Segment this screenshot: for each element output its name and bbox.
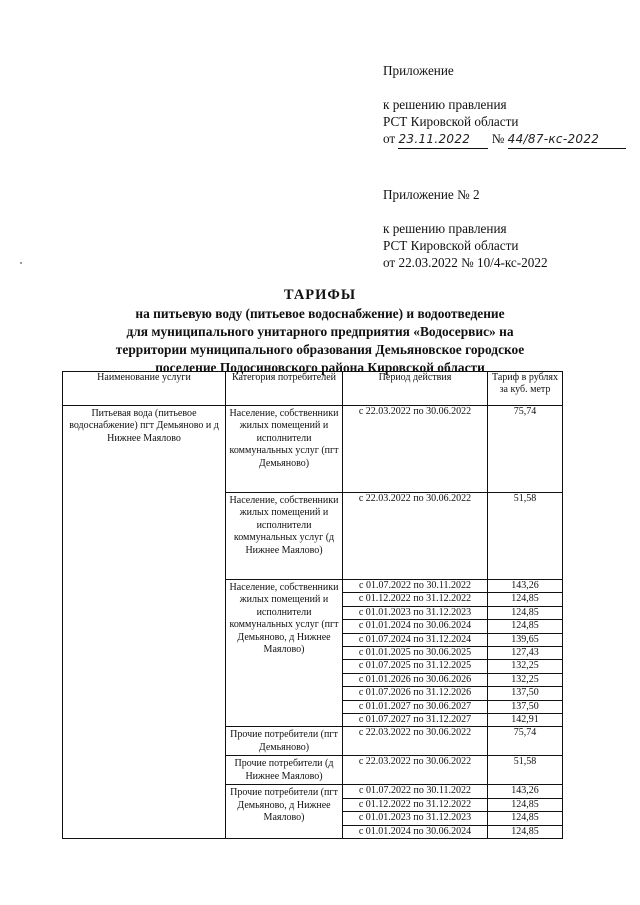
tariff-cell: 132,25 bbox=[488, 660, 563, 673]
date-prefix: от bbox=[383, 131, 396, 146]
tariff-cell: 124,85 bbox=[488, 798, 563, 811]
period-cell: с 01.01.2026 по 30.06.2026 bbox=[343, 673, 488, 686]
service-cell: Питьевая вода (питьевое водоснабжение) пгт Демьяново и д Нижнее Маялово bbox=[63, 406, 226, 839]
tariff-cell: 124,85 bbox=[488, 593, 563, 606]
header-tariff: Тариф в рублях за куб. метр bbox=[488, 372, 563, 406]
table-header-row bbox=[63, 372, 563, 406]
category-cell: Население, собственники жилых помещений и исполнители коммунальных услуг (пгт Демьяново) bbox=[226, 406, 343, 493]
appendix-2-header bbox=[383, 186, 548, 271]
period-cell: с 22.03.2022 по 30.06.2022 bbox=[343, 406, 488, 493]
tariff-cell: 124,85 bbox=[488, 812, 563, 825]
period-cell: с 22.03.2022 по 30.06.2022 bbox=[343, 493, 488, 580]
header-service: Наименование услуги bbox=[63, 372, 226, 406]
decision-label: к решению правления bbox=[383, 97, 507, 112]
authority-label-2: РСТ Кировской области bbox=[383, 238, 519, 253]
period-cell: с 22.03.2022 по 30.06.2022 bbox=[343, 727, 488, 756]
period-cell: с 22.03.2022 по 30.06.2022 bbox=[343, 756, 488, 785]
handwritten-date: 23.11.2022 bbox=[398, 131, 488, 149]
title-line-2: для муниципального унитарного предприятия «Водосервис» на bbox=[126, 324, 514, 339]
tariff-cell: 143,26 bbox=[488, 785, 563, 798]
tariff-cell: 124,85 bbox=[488, 606, 563, 619]
appendix-header bbox=[383, 62, 626, 149]
table-row bbox=[63, 406, 563, 493]
tariff-cell: 51,58 bbox=[488, 493, 563, 580]
authority-label: РСТ Кировской области bbox=[383, 114, 519, 129]
header-category: Категория потребителей bbox=[226, 372, 343, 406]
period-cell: с 01.12.2022 по 31.12.2022 bbox=[343, 593, 488, 606]
period-cell: с 01.01.2025 по 30.06.2025 bbox=[343, 647, 488, 660]
tariff-cell: 137,50 bbox=[488, 700, 563, 713]
title-line-4: поселение Подосиновского района Кировской области bbox=[155, 360, 485, 375]
period-cell: с 01.01.2023 по 31.12.2023 bbox=[343, 606, 488, 619]
tariff-cell: 139,65 bbox=[488, 633, 563, 646]
document-title bbox=[60, 286, 580, 377]
decision-ref-2: от 22.03.2022 № 10/4-кс-2022 bbox=[383, 255, 548, 270]
tariff-cell: 143,26 bbox=[488, 580, 563, 593]
appendix-2-label: Приложение № 2 bbox=[383, 187, 480, 202]
period-cell: с 01.01.2024 по 30.06.2024 bbox=[343, 825, 488, 838]
category-cell: Прочие потребители (пгт Демьяново) bbox=[226, 727, 343, 756]
decision-label-2: к решению правления bbox=[383, 221, 507, 236]
period-cell: с 01.07.2024 по 31.12.2024 bbox=[343, 633, 488, 646]
tariff-cell: 51,58 bbox=[488, 756, 563, 785]
category-cell: Население, собственники жилых помещений и исполнители коммунальных услуг (пгт Демьяново, д Нижнее Маялово) bbox=[226, 580, 343, 727]
period-cell: с 01.07.2025 по 31.12.2025 bbox=[343, 660, 488, 673]
tariff-cell: 75,74 bbox=[488, 727, 563, 756]
header-period: Период действия bbox=[343, 372, 488, 406]
tariff-table bbox=[62, 371, 563, 839]
period-cell: с 01.07.2022 по 30.11.2022 bbox=[343, 580, 488, 593]
period-cell: с 01.07.2022 по 30.11.2022 bbox=[343, 785, 488, 798]
tariff-cell: 132,25 bbox=[488, 673, 563, 686]
period-cell: с 01.01.2027 по 30.06.2027 bbox=[343, 700, 488, 713]
decision-date-line bbox=[383, 130, 626, 149]
period-cell: с 01.07.2027 по 31.12.2027 bbox=[343, 714, 488, 727]
handwritten-number: 44/87-кс-2022 bbox=[508, 131, 626, 149]
tariff-cell: 124,85 bbox=[488, 620, 563, 633]
tariff-cell: 75,74 bbox=[488, 406, 563, 493]
number-prefix: № bbox=[491, 131, 505, 146]
category-cell: Прочие потребители (д Нижнее Маялово) bbox=[226, 756, 343, 785]
title-line-1: на питьевую воду (питьевое водоснабжение) и водоотведение bbox=[135, 306, 505, 321]
tariff-cell: 137,50 bbox=[488, 687, 563, 700]
period-cell: с 01.07.2026 по 31.12.2026 bbox=[343, 687, 488, 700]
period-cell: с 01.12.2022 по 31.12.2022 bbox=[343, 798, 488, 811]
tariff-cell: 142,91 bbox=[488, 714, 563, 727]
tariff-cell: 124,85 bbox=[488, 825, 563, 838]
appendix-label: Приложение bbox=[383, 63, 454, 78]
tariff-cell: 127,43 bbox=[488, 647, 563, 660]
category-cell: Прочие потребители (пгт Демьяново, д Нижнее Маялово) bbox=[226, 785, 343, 839]
period-cell: с 01.01.2023 по 31.12.2023 bbox=[343, 812, 488, 825]
category-cell: Население, собственники жилых помещений и исполнители коммунальных услуг (д Нижнее Маялово) bbox=[226, 493, 343, 580]
period-cell: с 01.01.2024 по 30.06.2024 bbox=[343, 620, 488, 633]
title-main: ТАРИФЫ bbox=[283, 287, 357, 303]
scan-speck bbox=[20, 262, 22, 264]
title-line-3: территории муниципального образования Демьяновское городское bbox=[115, 342, 525, 357]
